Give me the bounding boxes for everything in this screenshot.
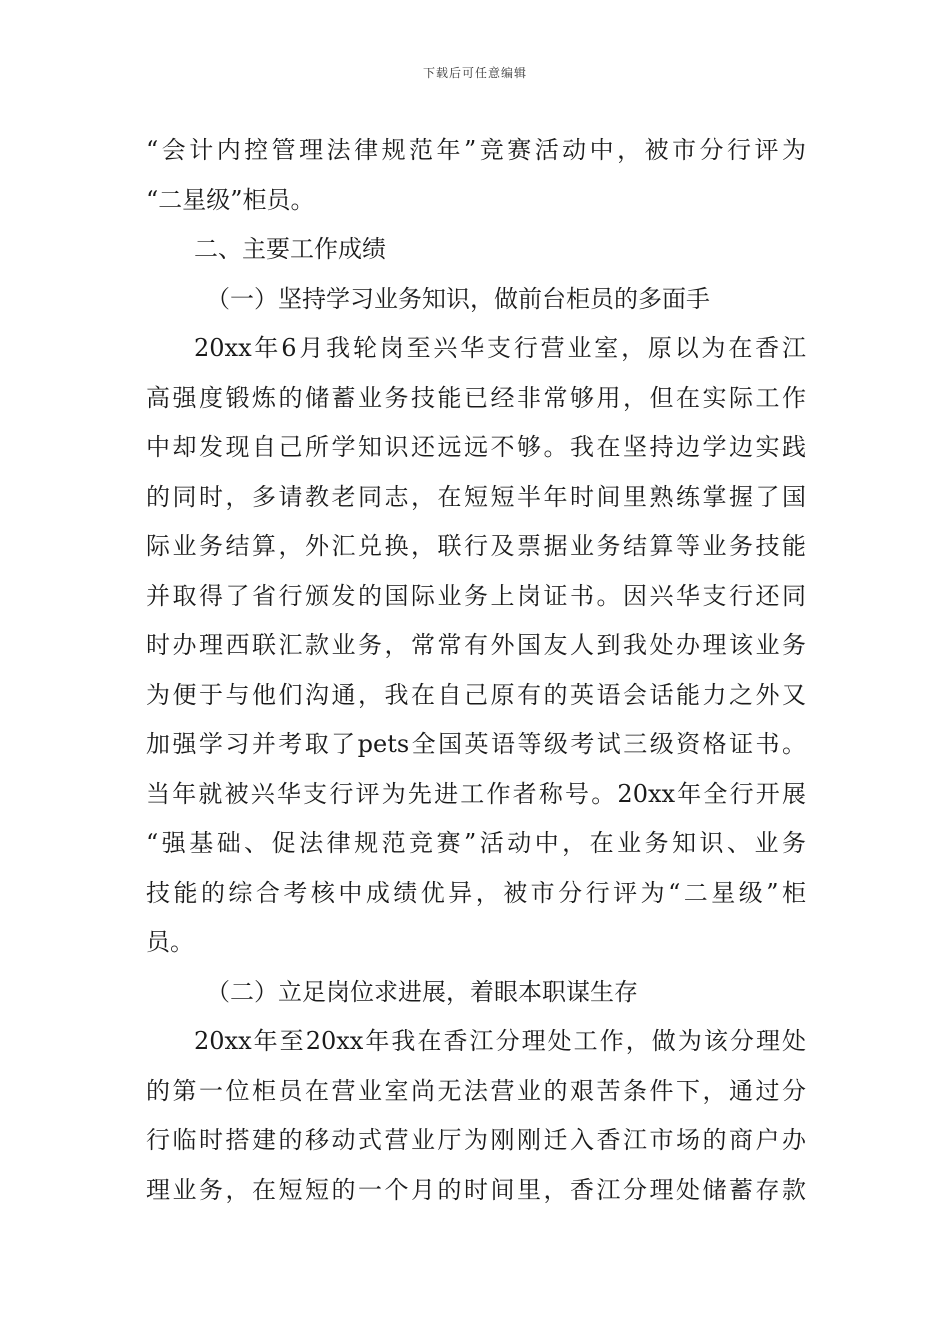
text-line: 员。: [146, 928, 194, 956]
text-line: 中却发现自己所学知识还远远不够。我在坚持边学边实践: [146, 433, 806, 461]
text-line: 理业务，在短短的一个月的时间里，香江分理处储蓄存款: [146, 1175, 806, 1204]
text-line: “会计内控管理法律规范年”竞赛活动中，被市分行评为: [146, 136, 806, 164]
text-line: 的第一位柜员在营业室尚无法营业的艰苦条件下，通过分: [146, 1076, 806, 1105]
text-line: 为便于与他们沟通，我在自己原有的英语会话能力之外又: [146, 680, 806, 709]
text-line: 并取得了省行颁发的国际业务上岗证书。因兴华支行还同: [146, 581, 806, 610]
text-line: “强基础、促法律规范竞赛”活动中，在业务知识、业务: [146, 829, 806, 857]
document-body: [146, 126, 806, 1215]
text-line: 际业务结算，外汇兑换，联行及票据业务结算等业务技能: [146, 532, 806, 560]
text-line: 技能的综合考核中成绩优异，被市分行评为“二星级”柜: [146, 878, 806, 907]
text-line: 20xx年至20xx年我在香江分理处工作，做为该分理处: [194, 1027, 806, 1055]
section-heading: 二、主要工作成绩: [194, 235, 386, 263]
text-line: 20xx年6月我轮岗至兴华支行营业室，原以为在香江: [194, 334, 806, 362]
text-line: 当年就被兴华支行评为先进工作者称号。20xx年全行开展: [146, 779, 806, 808]
text-line: 时办理西联汇款业务，常常有外国友人到我处办理该业务: [146, 631, 806, 659]
text-line: 高强度锻炼的储蓄业务技能已经非常够用，但在实际工作: [146, 383, 806, 412]
page-header: 下载后可任意编辑: [422, 66, 527, 80]
text-line: “二星级”柜员。: [146, 185, 315, 214]
text-line: 行临时搭建的移动式营业厅为刚刚迁入香江市场的商户办: [146, 1126, 806, 1154]
subsection-heading: （二）立足岗位求进展，着眼本职谋生存: [206, 977, 638, 1006]
subsection-heading: （一）坚持学习业务知识，做前台柜员的多面手: [206, 284, 710, 313]
text-line: 的同时，多请教老同志，在短短半年时间里熟练掌握了国: [146, 482, 806, 511]
text-line: 加强学习并考取了pets全国英语等级考试三级资格证书。: [146, 730, 806, 758]
